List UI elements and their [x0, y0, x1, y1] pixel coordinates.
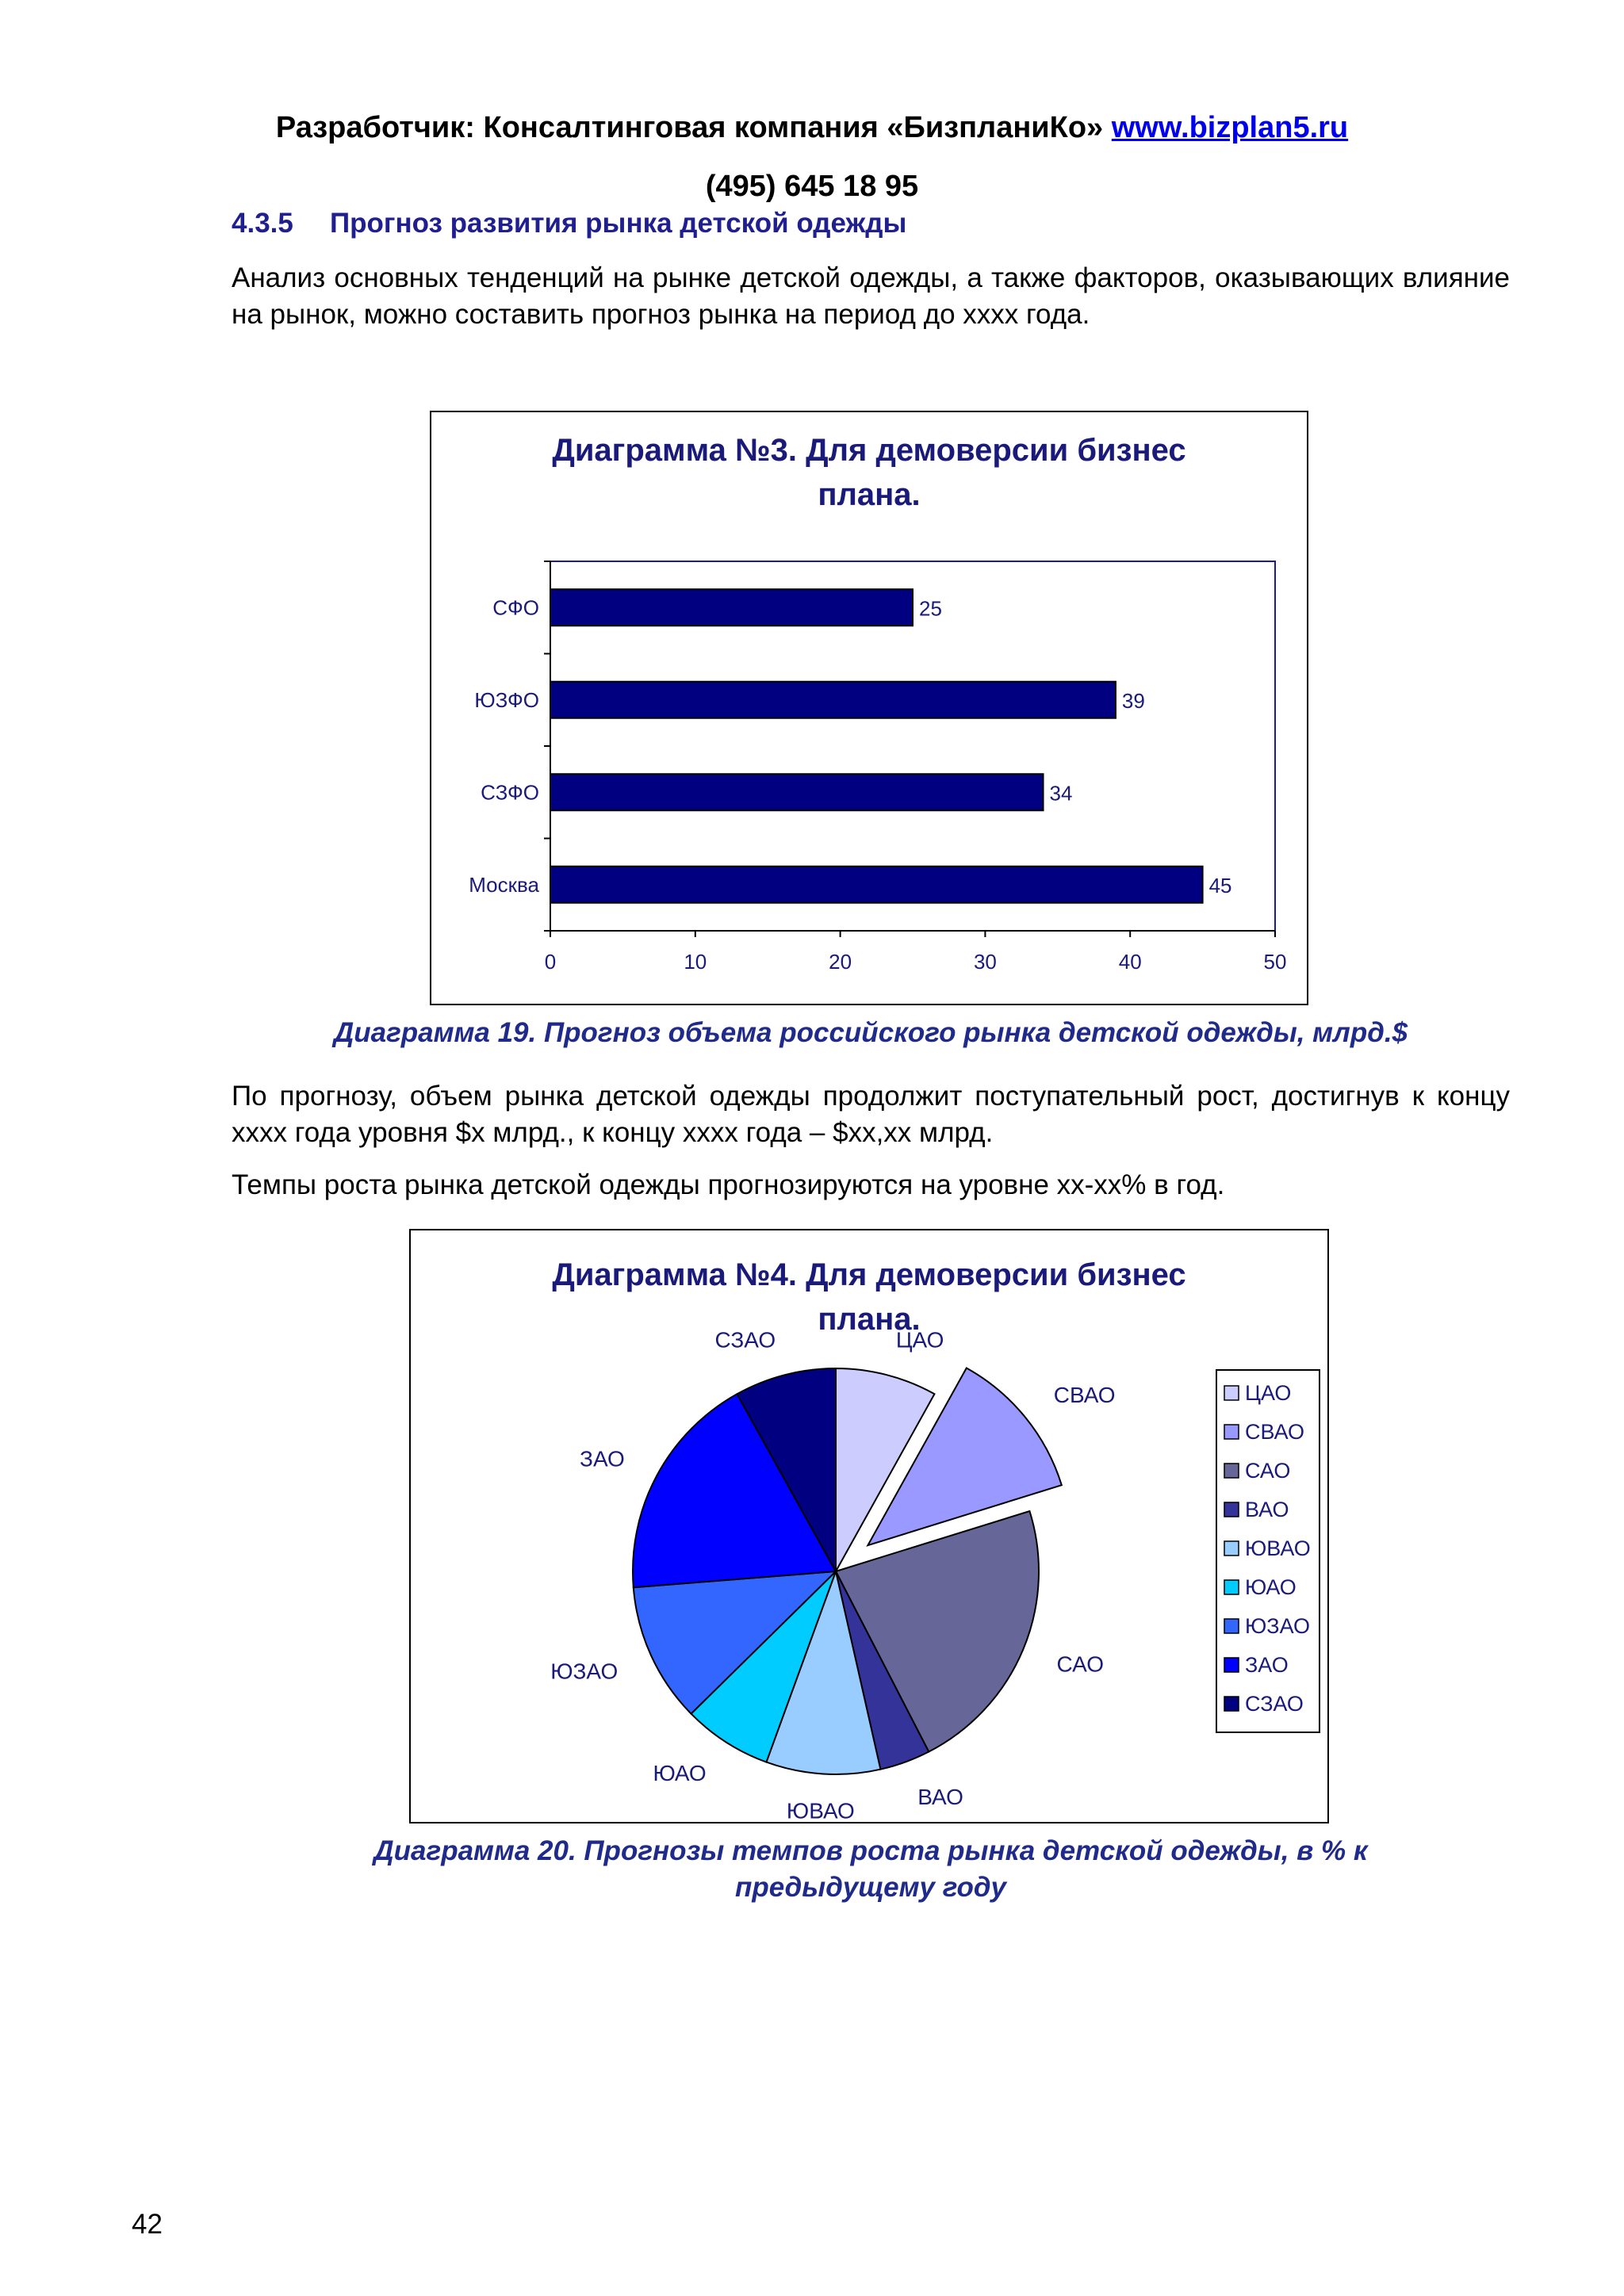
- legend-swatch: [1224, 1580, 1239, 1594]
- bar-chart-title-line1: Диаграмма №3. Для демоверсии бизнес: [552, 433, 1186, 468]
- slice-label: САО: [1056, 1651, 1105, 1677]
- slice-label: ЮВАО: [786, 1798, 855, 1822]
- pie-chart-canvas: [411, 1230, 1327, 1822]
- bar: [550, 589, 913, 626]
- x-tick-label: 40: [1118, 950, 1142, 974]
- data-label: 39: [1121, 688, 1145, 713]
- slice-label: ЮАО: [653, 1761, 707, 1786]
- legend-label: ЮАО: [1245, 1575, 1297, 1599]
- forecast-paragraph: По прогнозу, объем рынка детской одежды продолжит поступательный рост, достигнув к концу хххх года уровня $х млрд., к концу хххх года – $хх,хх млрд.: [232, 1081, 1510, 1148]
- page-number: 42: [132, 2209, 163, 2240]
- slice-label: СВАО: [1053, 1382, 1116, 1407]
- x-tick-label: 20: [829, 950, 852, 974]
- document-header: [0, 111, 1624, 145]
- x-tick-label: 30: [973, 950, 997, 974]
- growth-paragraph: Темпы роста рынка детской одежды прогнозируются на уровне хх-хх% в год.: [232, 1169, 1225, 1200]
- legend-label: САО: [1245, 1459, 1291, 1483]
- slice-label: ЗАО: [580, 1446, 625, 1471]
- section-heading: [232, 208, 906, 239]
- legend-swatch: [1224, 1464, 1239, 1478]
- section-number: 4.3.5: [232, 208, 293, 239]
- legend-swatch: [1224, 1619, 1239, 1633]
- diagram20-caption: [232, 1833, 1510, 1906]
- category-label: Москва: [469, 872, 539, 897]
- category-label: ЮЗФО: [474, 687, 539, 712]
- bar: [550, 682, 1116, 718]
- data-label: 45: [1208, 873, 1232, 897]
- diagram20-caption-line1: Диаграмма 20. Прогнозы темпов роста рынка детской одежды, в % к: [373, 1835, 1368, 1866]
- slice-label: ВАО: [917, 1784, 963, 1809]
- diagram20-caption-line2: предыдущему году: [735, 1872, 1006, 1903]
- data-label: 34: [1049, 781, 1073, 806]
- category-label: СЗФО: [481, 780, 539, 805]
- bar-chart-canvas: [431, 412, 1307, 1004]
- legend-label: ЮВАО: [1245, 1536, 1311, 1560]
- legend-label: ЦАО: [1245, 1381, 1292, 1405]
- category-label: СФО: [492, 595, 539, 620]
- developer-text: Разработчик: Консалтинговая компания «БизпланиКо»: [275, 111, 1104, 144]
- phone-number: (495) 645 18 95: [705, 170, 919, 203]
- data-label: 25: [919, 596, 942, 621]
- pie-chart-title-line2: плана.: [818, 1302, 921, 1337]
- slice-label: СЗАО: [714, 1327, 776, 1353]
- website-link[interactable]: www.bizplan5.ru: [1111, 111, 1349, 144]
- x-tick-label: 10: [684, 950, 707, 974]
- bar: [550, 774, 1044, 810]
- legend-swatch: [1224, 1425, 1239, 1439]
- legend-label: СВАО: [1245, 1420, 1305, 1444]
- slice-label: ЦАО: [895, 1327, 944, 1353]
- legend-swatch: [1224, 1697, 1239, 1711]
- diagram19-caption: Диаграмма 19. Прогноз объема российского рынка детской одежды, млрд.$: [333, 1017, 1408, 1048]
- slice-label: ЮЗАО: [550, 1659, 619, 1684]
- pie-chart-title-line1: Диаграмма №4. Для демоверсии бизнес: [552, 1257, 1186, 1292]
- legend-swatch: [1224, 1658, 1239, 1672]
- legend-label: ЗАО: [1245, 1653, 1289, 1677]
- section-title: Прогноз развития рынка детской одежды: [330, 208, 907, 239]
- pie-chart: [409, 1229, 1329, 1823]
- legend-label: ЮЗАО: [1245, 1614, 1311, 1638]
- x-tick-label: 0: [544, 950, 557, 974]
- bar-chart: [430, 411, 1308, 1005]
- legend-swatch: [1224, 1541, 1239, 1556]
- legend-label: ВАО: [1245, 1498, 1289, 1521]
- intro-paragraph: Анализ основных тенденций на рынке детской одежды, а также факторов, оказывающих влияние на рынок, можно составить прогноз рынка на период до хххх года.: [232, 262, 1510, 330]
- legend-swatch: [1224, 1502, 1239, 1517]
- bar: [550, 867, 1203, 903]
- legend-label: СЗАО: [1245, 1692, 1304, 1716]
- legend-swatch: [1224, 1386, 1239, 1400]
- x-tick-label: 50: [1263, 950, 1287, 974]
- bar-chart-title-line2: плана.: [818, 477, 921, 512]
